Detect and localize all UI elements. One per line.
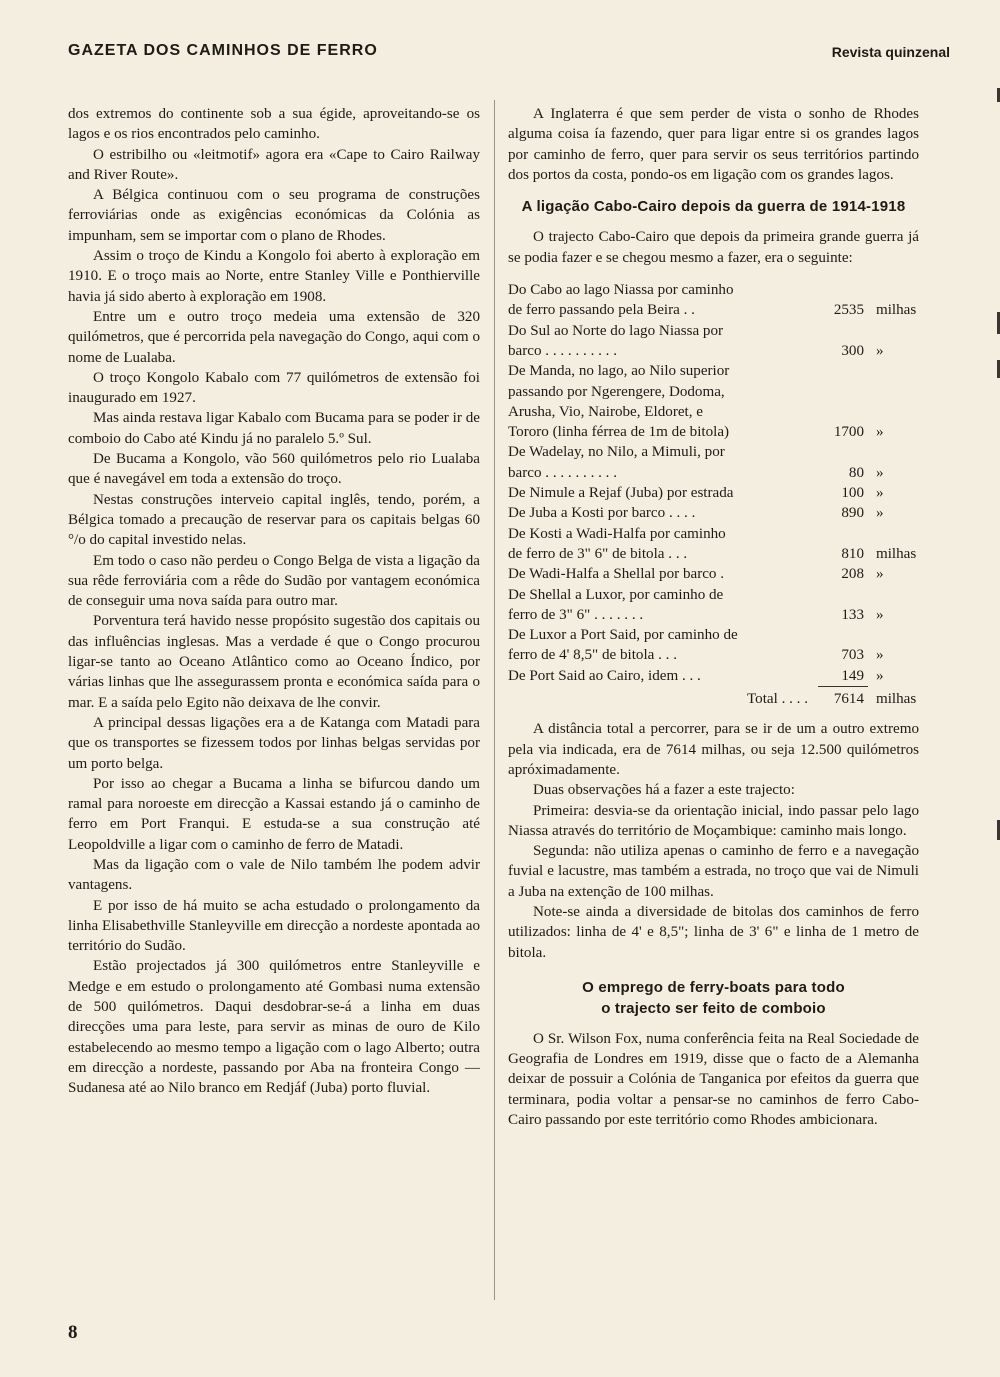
route-distance [818,321,868,341]
paragraph: O trajecto Cabo-Cairo que depois da primeira grande guerra já se podia fazer e se chegou mesmo a fazer, era o seguinte: [508,229,919,266]
route-distance: 890 [841,505,864,522]
paragraph: Assim o troço de Kindu a Kongolo foi aberto à exploração em 1910. E o troço mais ao Norte, entre Stanley Ville e Ponthierville havia já sido aberto à exploração em 1908. [68,248,480,305]
section-heading: A ligação Cabo-Cairo depois da guerra de 1914-1918 [521,198,906,216]
paragraph: O Sr. Wilson Fox, numa conferência feita na Real Sociedade de Geografia de Londres em 1919, disse que o facto de a Alemanha deixar de possuir a Colónia de Tanganica por efeitos da guerra que terminara, podia voltar a pensar-se no caminhos de ferro Cabo-Cairo passando por este território como Rhodes ambicionara. [508,1030,919,1129]
route-description: ferro de 3" 6" . . . . . . . [508,606,644,623]
paragraph: dos extremos do continente sob a sua égide, aproveitando-se os lagos e os rios encontrados pelo caminho. [68,106,480,143]
route-distance: 149 [818,666,868,687]
route-unit [868,625,919,645]
paragraph: A distância total a percorrer, para se ir de um a outro extremo pela via indicada, era de 7614 milhas, ou seja 12.500 quilómetros apróximadamente. [508,721,919,778]
route-unit: » [876,464,884,481]
route-row [508,666,919,687]
route-row [508,341,919,361]
route-description: de ferro passando pela Beira . . [508,302,695,319]
route-row [508,422,919,442]
route-description: barco . . . . . . . . . . [508,342,617,359]
route-unit [868,402,919,422]
route-unit: » [876,668,884,685]
routes-table [508,280,919,709]
paragraph: Segunda: não utiliza apenas o caminho de ferro e a navegação fuvial e lacustre, mas também a estrada, no troço que vai de Nimuli a Juba na extenção de 100 milhas. [508,843,919,900]
route-distance: 133 [841,606,864,623]
paragraph: A Inglaterra é que sem perder de vista o sonho de Rhodes alguma coisa ía fazendo, quer para ligar entre si os grandes lagos por caminho de ferro, quer para servir os seus territórios partindo dos portos da costa, pondo-os em ligação com os grandes lagos. [508,106,919,183]
paragraph: Em todo o caso não perdeu o Congo Belga de vista a ligação da sua rêde ferroviária com a rêde do Sudão por vantagem económica de conseguir uma nova saída para outro mar. [68,552,480,610]
total-unit: milhas [876,691,917,708]
route-description: De Kosti a Wadi-Halfa por caminho [508,525,726,542]
route-unit: » [876,485,884,502]
paragraph: Note-se ainda a diversidade de bitolas dos caminhos de ferro utilizados: linha de 4' e 8,5"; linha de 3' 6" e linha de 1 metro de bitola. [508,903,919,961]
paragraph: Nestas construções interveio capital inglês, tendo, porém, a Bélgica tomado a precaução de reservar para os capitais belgas 60 °/o do capital investido nelas. [68,491,480,549]
route-unit: » [876,424,884,441]
route-unit [868,585,919,605]
column-divider [494,100,495,1300]
section-heading-line: O emprego de ferry-boats para todo [582,978,845,996]
paragraph: O troço Kongolo Kabalo com 77 quilómetros de extensão foi inaugurado em 1927. [68,369,480,407]
route-unit: » [876,647,884,664]
route-unit [868,442,919,462]
paragraph: Por isso ao chegar a Bucama a linha se bifurcou dando um ramal para noroeste em direcção a Kassai estando já o caminho de ferro em Port Franqui. E estuda-se a sua construção até Leopoldville a ligar com o caminho de ferro de Matadi. [68,775,480,853]
route-distance: 810 [841,545,864,562]
route-row [508,442,919,462]
route-row [508,321,919,341]
route-description: de ferro de 3" 6" de bitola . . . [508,545,688,562]
route-distance: 100 [841,485,864,502]
route-description: Do Sul ao Norte do lago Niassa por [508,322,724,339]
route-description: De Nimule a Rejaf (Juba) por estrada [508,485,734,502]
route-distance: 80 [848,464,864,481]
section-heading-line: o trajecto ser feito de comboio [601,999,826,1017]
route-distance: 703 [841,647,864,664]
route-distance: 2535 [833,302,864,319]
route-description: De Wadelay, no Nilo, a Mimuli, por [508,444,725,461]
route-row [508,524,919,544]
route-row [508,402,919,422]
route-row [508,625,919,645]
route-row [508,564,919,584]
route-distance [818,442,868,462]
route-unit: » [876,606,884,623]
paragraph: O estribilho ou «leitmotif» agora era «Cape to Cairo Railway and River Route». [68,146,480,183]
route-unit: » [876,566,884,583]
route-row [508,483,919,503]
route-description: De Shellal a Luxor, por caminho de [508,586,724,603]
route-unit [868,524,919,544]
total-label: Total . . . . [747,691,808,708]
route-distance: 1700 [833,424,864,441]
journal-title: GAZETA DOS CAMINHOS DE FERRO [68,42,378,59]
route-description: passando por Ngerengere, Dodoma, [508,383,725,400]
paragraph: A principal dessas ligações era a de Katanga com Matadi para que os transportes se fizessem todos por linhas belgas servidas por um porto belga. [68,714,480,772]
section-heading-2 [508,977,919,1019]
route-row [508,382,919,402]
route-row [508,605,919,625]
route-row [508,503,919,523]
route-description: Tororo (linha férrea de 1m de bitola) [508,424,730,441]
paragraph: Mas ainda restava ligar Kabalo com Bucama para se poder ir de comboio do Cabo até Kindu já no paralelo 5.º Sul. [68,410,480,447]
route-distance [818,524,868,544]
route-description: De Juba a Kosti por barco . . . . [508,505,696,522]
journal-subtitle: Revista quinzenal [831,44,950,60]
route-description: ferro de 4' 8,5" de bitola . . . [508,647,677,664]
route-row [508,361,919,381]
route-distance [818,585,868,605]
route-unit: » [876,342,884,359]
total-value: 7614 [833,691,864,708]
paragraph: Entre um e outro troço medeia uma extensão de 320 quilómetros, que é percorrida pela navegação do Congo, aqui com o nome de Lualaba. [68,308,480,366]
route-distance: 300 [841,342,864,359]
route-distance [818,382,868,402]
paragraph: Porventura terá havido nesse propósito sugestão dos capitais ou das influências inglesas. Mas a verdade é que o Congo procurou ligar-se tanto ao Oceano Atlântico como ao Oceano Índico, por várias linhas que lhe assegurassem pronta e económica saída para o mar. E a saída pelo Egito não deixava de lhe convir. [68,613,480,711]
route-unit: » [876,505,884,522]
route-distance [818,402,868,422]
route-row [508,544,919,564]
paragraph: A Bélgica continuou com o seu programa de construções ferroviárias onde as exigências económicas da Colónia as impunham, sem se importar com o plano de Rhodes. [68,187,480,244]
route-row [508,300,919,320]
route-description: De Manda, no lago, ao Nilo superior [508,363,730,380]
route-description: De Wadi-Halfa a Shellal por barco . [508,566,725,583]
route-description: Do Cabo ao lago Niassa por caminho [508,282,734,299]
total-row [508,687,919,710]
route-distance [818,361,868,381]
route-row [508,280,919,300]
route-row [508,463,919,483]
route-row [508,585,919,605]
route-unit [868,361,919,381]
route-distance: 208 [841,566,864,583]
route-unit: milhas [876,545,917,562]
route-description: barco . . . . . . . . . . [508,464,617,481]
route-description: De Port Said ao Cairo, idem . . . [508,668,701,685]
paragraph: Mas da ligação com o vale de Nilo também lhe podem advir vantagens. [68,856,480,894]
paragraph: Duas observações há a fazer a este trajecto: [533,782,795,799]
route-unit: milhas [876,302,917,319]
paragraph: De Bucama a Kongolo, vão 560 quilómetros pelo rio Lualaba que é navegável em toda a extensão do troço. [68,451,480,488]
route-description: Arusha, Vio, Nairobe, Eldoret, e [508,403,703,420]
route-distance [818,625,868,645]
route-description: De Luxor a Port Said, por caminho de [508,627,738,644]
route-unit [868,382,919,402]
route-row [508,645,919,665]
paragraph: Primeira: desvia-se da orientação inicial, indo passar pelo lago Niassa através do território de Moçambique: caminho mais longo. [508,802,919,839]
route-unit [868,321,919,341]
paragraph: E por isso de há muito se acha estudado o prolongamento da linha Elisabethville Stanleyville em direcção a nordeste apontada ao território do Sudão. [68,897,480,955]
route-unit [868,280,919,300]
page-number: 8 [68,1322,78,1343]
paragraph: Estão projectados já 300 quilómetros entre Stanleyville e Medge e em estudo o prolongamento até Gombasi numa extensão de 500 quilómetros. Daqui desdobrar-se-á a linha em duas direcções uma para leste, para servir as minas de ouro de Kilo estabelecendo ao mesmo tempo a ligação com o lago Alberto; outra em direcção a nordeste, passando por Aba na fronteira Congo — Sudanesa até ao Nilo branco em Redjáf (Juba) porto fluvial. [68,958,480,1097]
left-column [68,104,480,1099]
route-distance [818,280,868,300]
right-column [508,104,919,1130]
